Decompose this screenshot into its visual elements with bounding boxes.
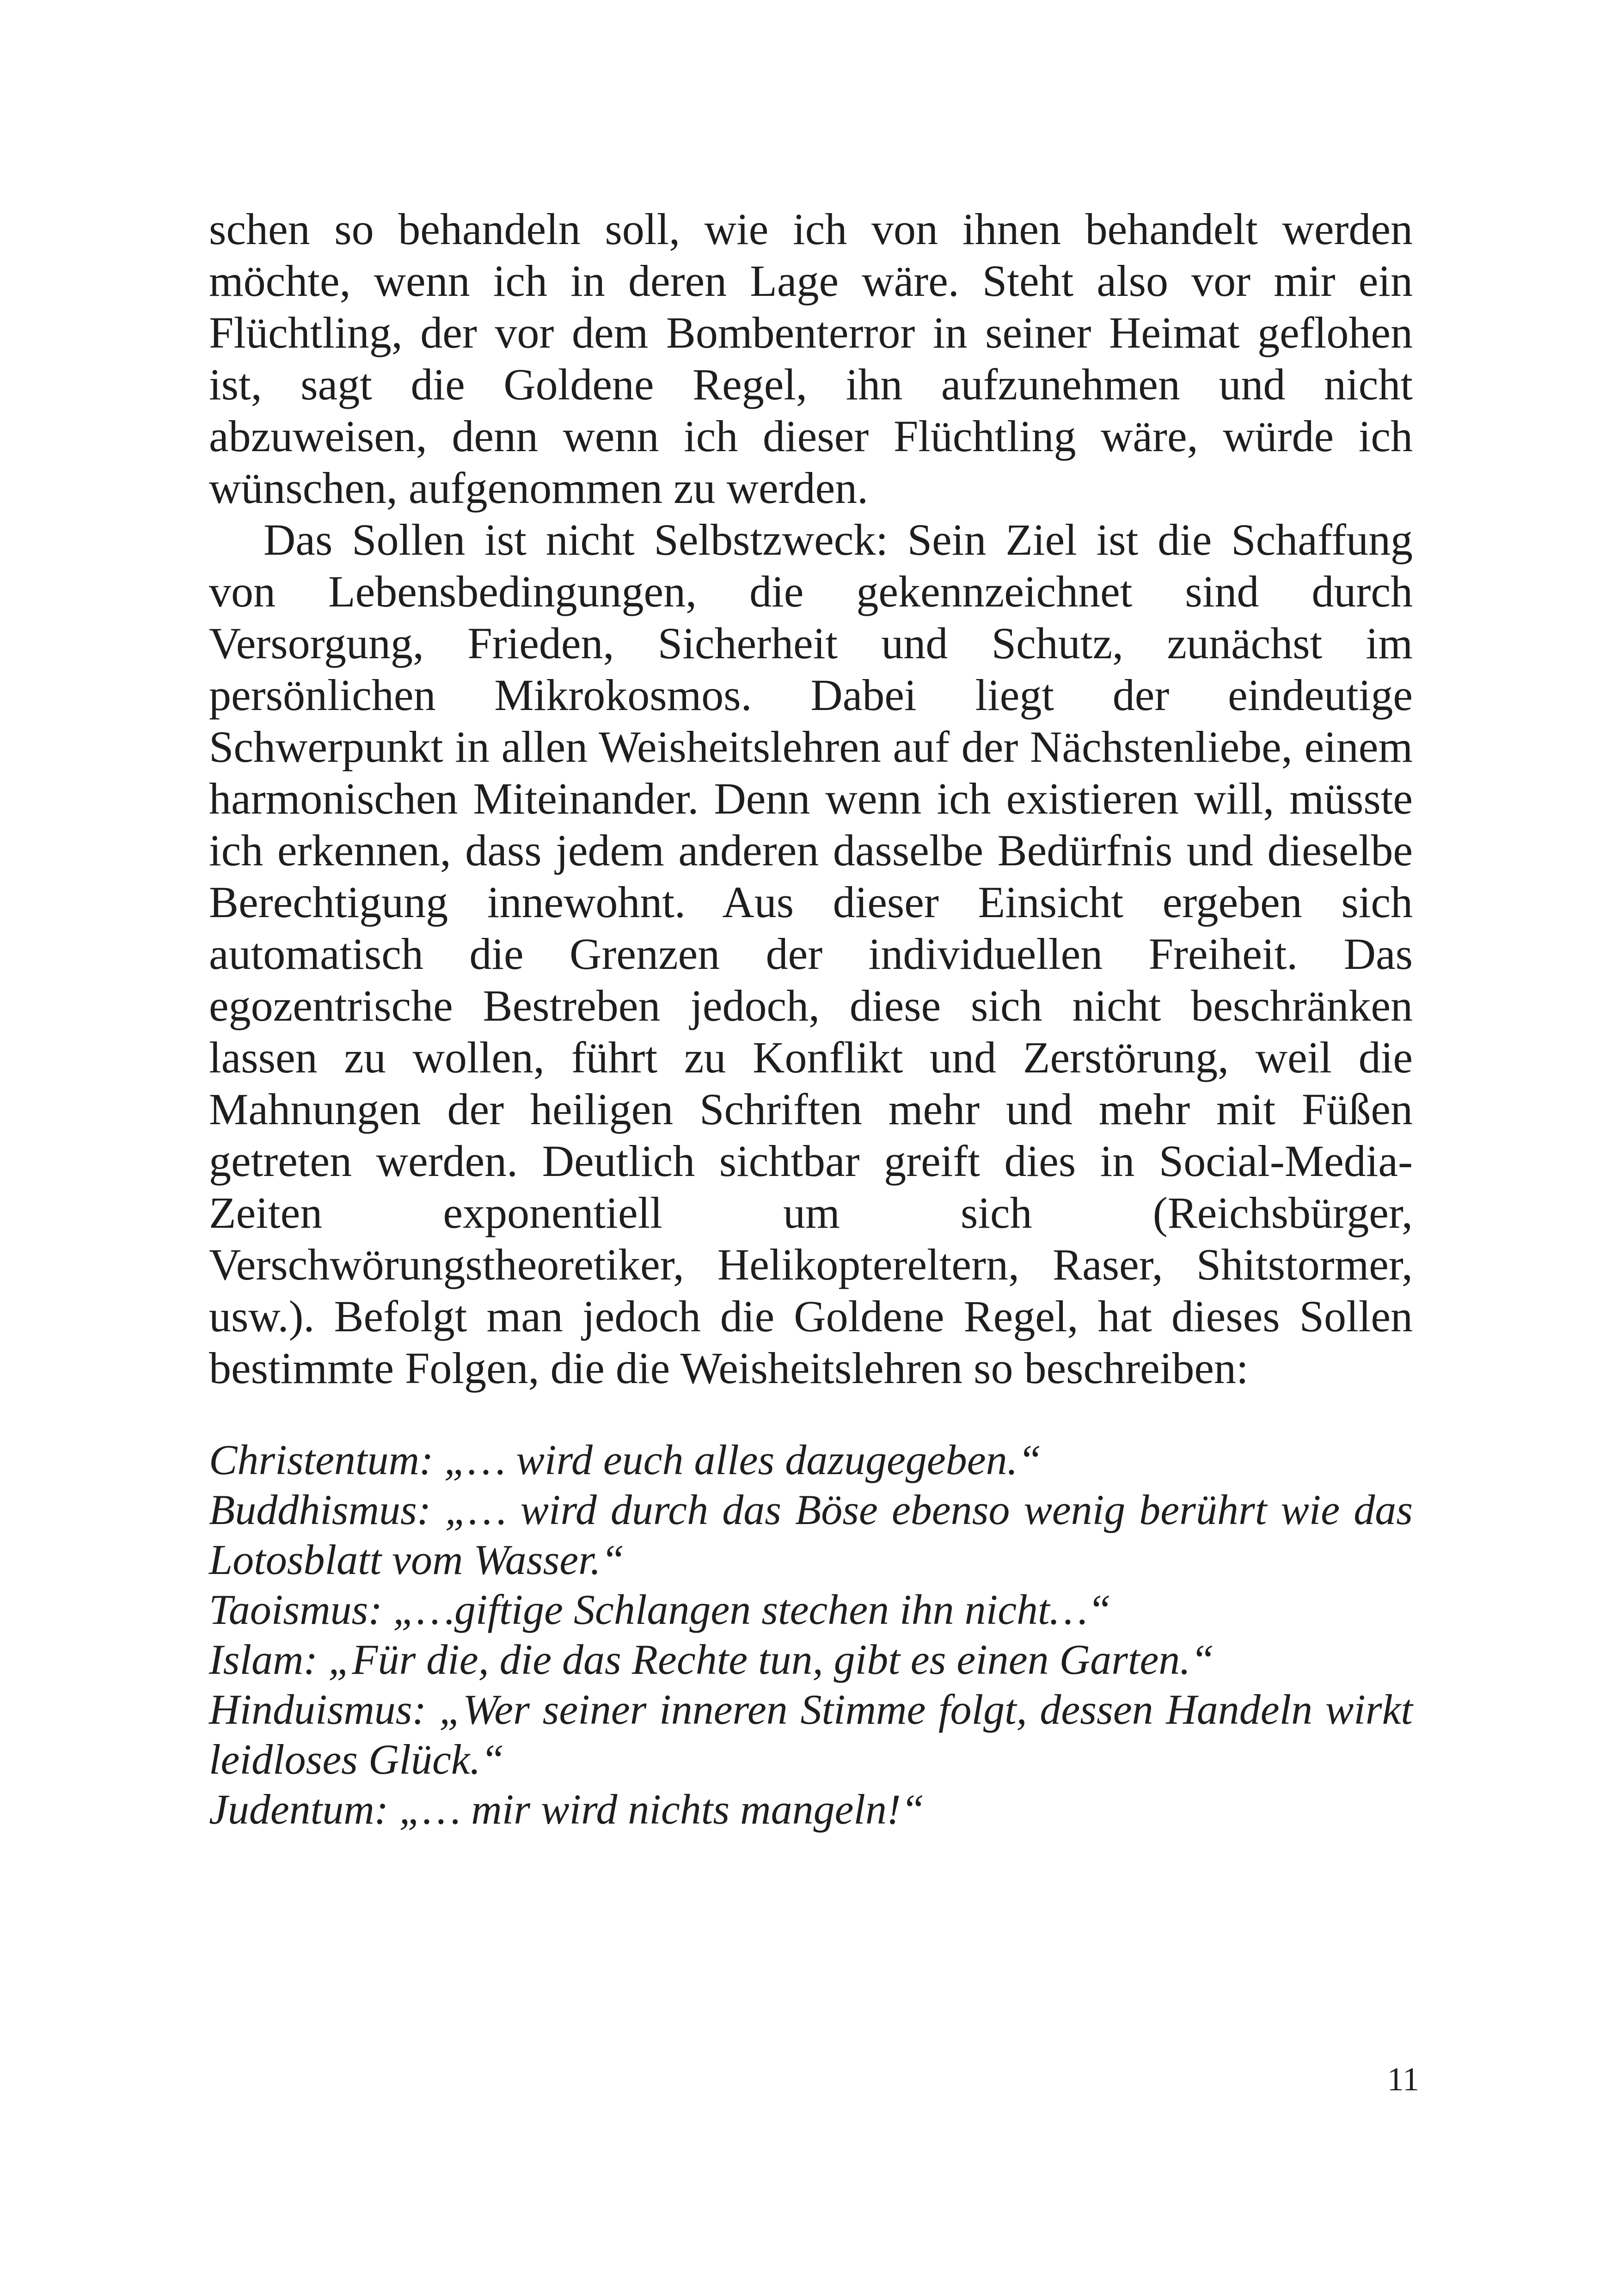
paragraph-sollen: Das Sollen ist nicht Selbstzweck: Sein Ziel ist die Schaffung von Lebensbedingungen, die gekennzeichnet sind durch Versorgung, Frieden, Sicherheit und Schutz, zunächst im persönlichen Mikrokosmos. Dabei liegt der eindeutige Schwerpunkt in allen Weisheitslehren auf der Nächstenliebe, einem harmonischen Miteinander. Denn wenn ich existieren will, müsste ich erkennen, dass jedem anderen dasselbe Bedürfnis und dieselbe Berechtigung innewohnt. Aus dieser Einsicht ergeben sich automatisch die Grenzen der individuellen Freiheit. Das egozentrische Bestreben jedoch, diese sich nicht beschränken lassen zu wollen, führt zu Konflikt und Zerstörung, weil die Mahnungen der heiligen Schriften mehr und mehr mit Füßen getreten werden. Deutlich sichtbar greift dies in Social-Media-Zeiten exponentiell um sich (Reichsbürger, Verschwörungstheoretiker, Helikoptereltern, Raser, Shitstormer, usw.). Befolgt man jedoch die Goldene Regel, hat dieses Sollen bestimmte Folgen, die die Weisheitslehren so beschreiben: [209,515,1413,1393]
quote-christentum: Christentum: „… wird euch alles dazugegeben.“ [209,1436,1042,1483]
body-text [209,203,1413,1834]
quote-islam: Islam: „Für die, die das Rechte tun, gibt es einen Garten.“ [209,1636,1214,1683]
quote-taoismus: Taoismus: „…giftige Schlangen stechen ihn nicht…“ [209,1586,1111,1633]
page-number: 11 [1387,2061,1419,2098]
paragraph-continuation: schen so behandeln soll, wie ich von ihnen behandelt werden möchte, wenn ich in deren Lage wäre. Steht also vor mir ein Flüchtling, der vor dem Bombenterror in seiner Heimat geflohen ist, sagt die Goldene Regel, ihn aufzunehmen und nicht abzuweisen, denn wenn ich dieser Flüchtling wäre, würde ich wünschen, aufgenommen zu werden. [209,204,1413,513]
quote-list [209,1435,1413,1834]
quote-judentum: Judentum: „… mir wird nichts mangeln!“ [209,1786,925,1833]
quote-buddhismus: Buddhismus: „… wird durch das Böse ebenso wenig berührt wie das Lotosblatt vom Wasser.“ [209,1486,1413,1583]
quote-hinduismus: Hinduismus: „Wer seiner inneren Stimme folgt, dessen Handeln wirkt leidloses Glück.“ [209,1686,1413,1783]
